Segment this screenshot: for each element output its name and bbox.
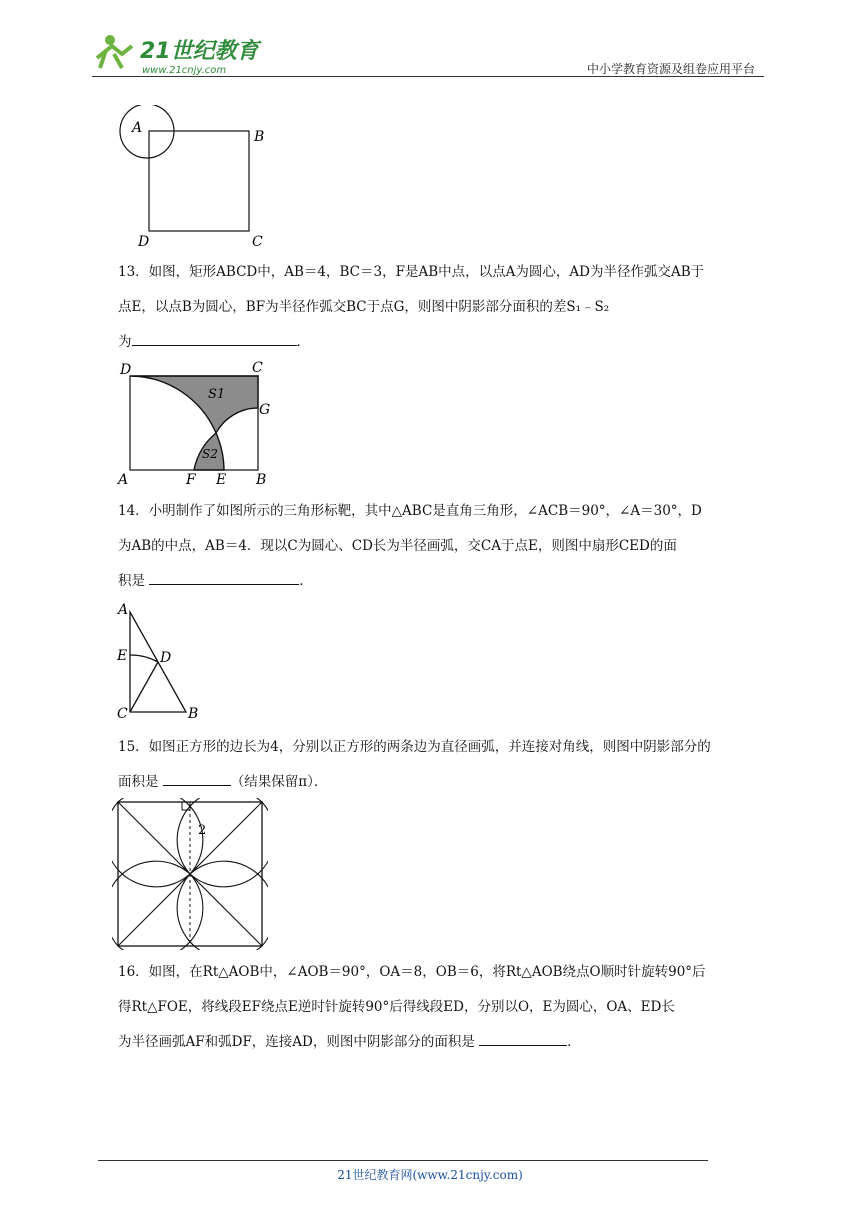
label-E: E: [216, 472, 227, 488]
label-S1: S1: [208, 387, 226, 402]
footer-text: 21世纪教育网(www.21cnjy.com): [337, 1168, 523, 1182]
label-B: B: [254, 129, 265, 145]
answer-blank-14[interactable]: [149, 570, 299, 585]
label-D: D: [160, 650, 172, 666]
figure-14: [112, 598, 212, 722]
label-A: A: [132, 120, 143, 136]
svg-text:www.21cnjy.com: www.21cnjy.com: [142, 65, 227, 76]
label-C: C: [252, 234, 263, 250]
question-16: [118, 955, 768, 1060]
figure-15: [112, 798, 268, 950]
label-C: C: [117, 706, 128, 722]
q16-line3: 为半径画弧AF和弧DF，连接AD，则图中阴影部分的面积是 ．: [118, 1025, 768, 1060]
label-E: E: [117, 648, 128, 664]
q16-line2: 得Rt△FOE，将线段EF绕点E逆时针旋转90°后得线段ED，分别以O，E为圆心，OA、ED长: [118, 999, 675, 1015]
answer-blank-13[interactable]: [132, 331, 297, 346]
q13-line2: 点E，以点B为圆心，BF为半径作弧交BC于点G，则图中阴影部分面积的差S₁﹣S₂: [118, 299, 610, 315]
q14-line1: 14．小明制作了如图所示的三角形标靶，其中△ABC是直角三角形，∠ACB＝90°，∠A＝30°，D: [118, 503, 702, 519]
header-platform-text: 中小学教育资源及组卷应用平台: [586, 62, 755, 76]
q15-line1: 15．如图正方形的边长为4，分别以正方形的两条边为直径画弧，并连接对角线，则图中阴影部分的: [118, 739, 711, 755]
figure-13: [112, 358, 282, 488]
q14-line3: 积是 ．: [118, 564, 768, 599]
label-S2: S2: [202, 447, 218, 461]
figure-12: [112, 105, 282, 253]
label-2: 2: [198, 823, 207, 838]
label-A: A: [118, 602, 129, 618]
label-F: F: [186, 472, 196, 488]
answer-blank-16[interactable]: [479, 1031, 567, 1046]
svg-text:21世纪教育: 21世纪教育: [140, 39, 259, 64]
q13-line3: 为 ．: [118, 325, 768, 360]
q15-line2: 面积是 （结果保留π）．: [118, 765, 768, 800]
label-D: D: [138, 234, 150, 250]
question-15: [118, 730, 768, 800]
label-A: A: [118, 472, 129, 488]
label-B: B: [188, 706, 199, 722]
question-14: [118, 494, 768, 599]
q13-line1: 13．如图，矩形ABCD中，AB＝4，BC＝3，F是AB中点，以点A为圆心，AD为半径作弧交AB于: [118, 264, 705, 280]
label-D: D: [120, 362, 132, 378]
header-divider: [92, 76, 764, 77]
label-C: C: [252, 360, 263, 376]
question-13: [118, 255, 768, 360]
label-B: B: [256, 472, 267, 488]
label-G: G: [259, 402, 271, 418]
footer-divider: [98, 1160, 708, 1161]
q14-line2: 为AB的中点，AB＝4．现以C为圆心、CD长为半径画弧，交CA于点E，则图中扇形CED的面: [118, 538, 677, 554]
q16-line1: 16．如图，在Rt△AOB中，∠AOB＝90°，OA＝8，OB＝6，将Rt△AOB绕点O顺时针旋转90°后: [118, 964, 706, 980]
site-logo: [92, 28, 262, 80]
answer-blank-15[interactable]: [163, 771, 231, 786]
